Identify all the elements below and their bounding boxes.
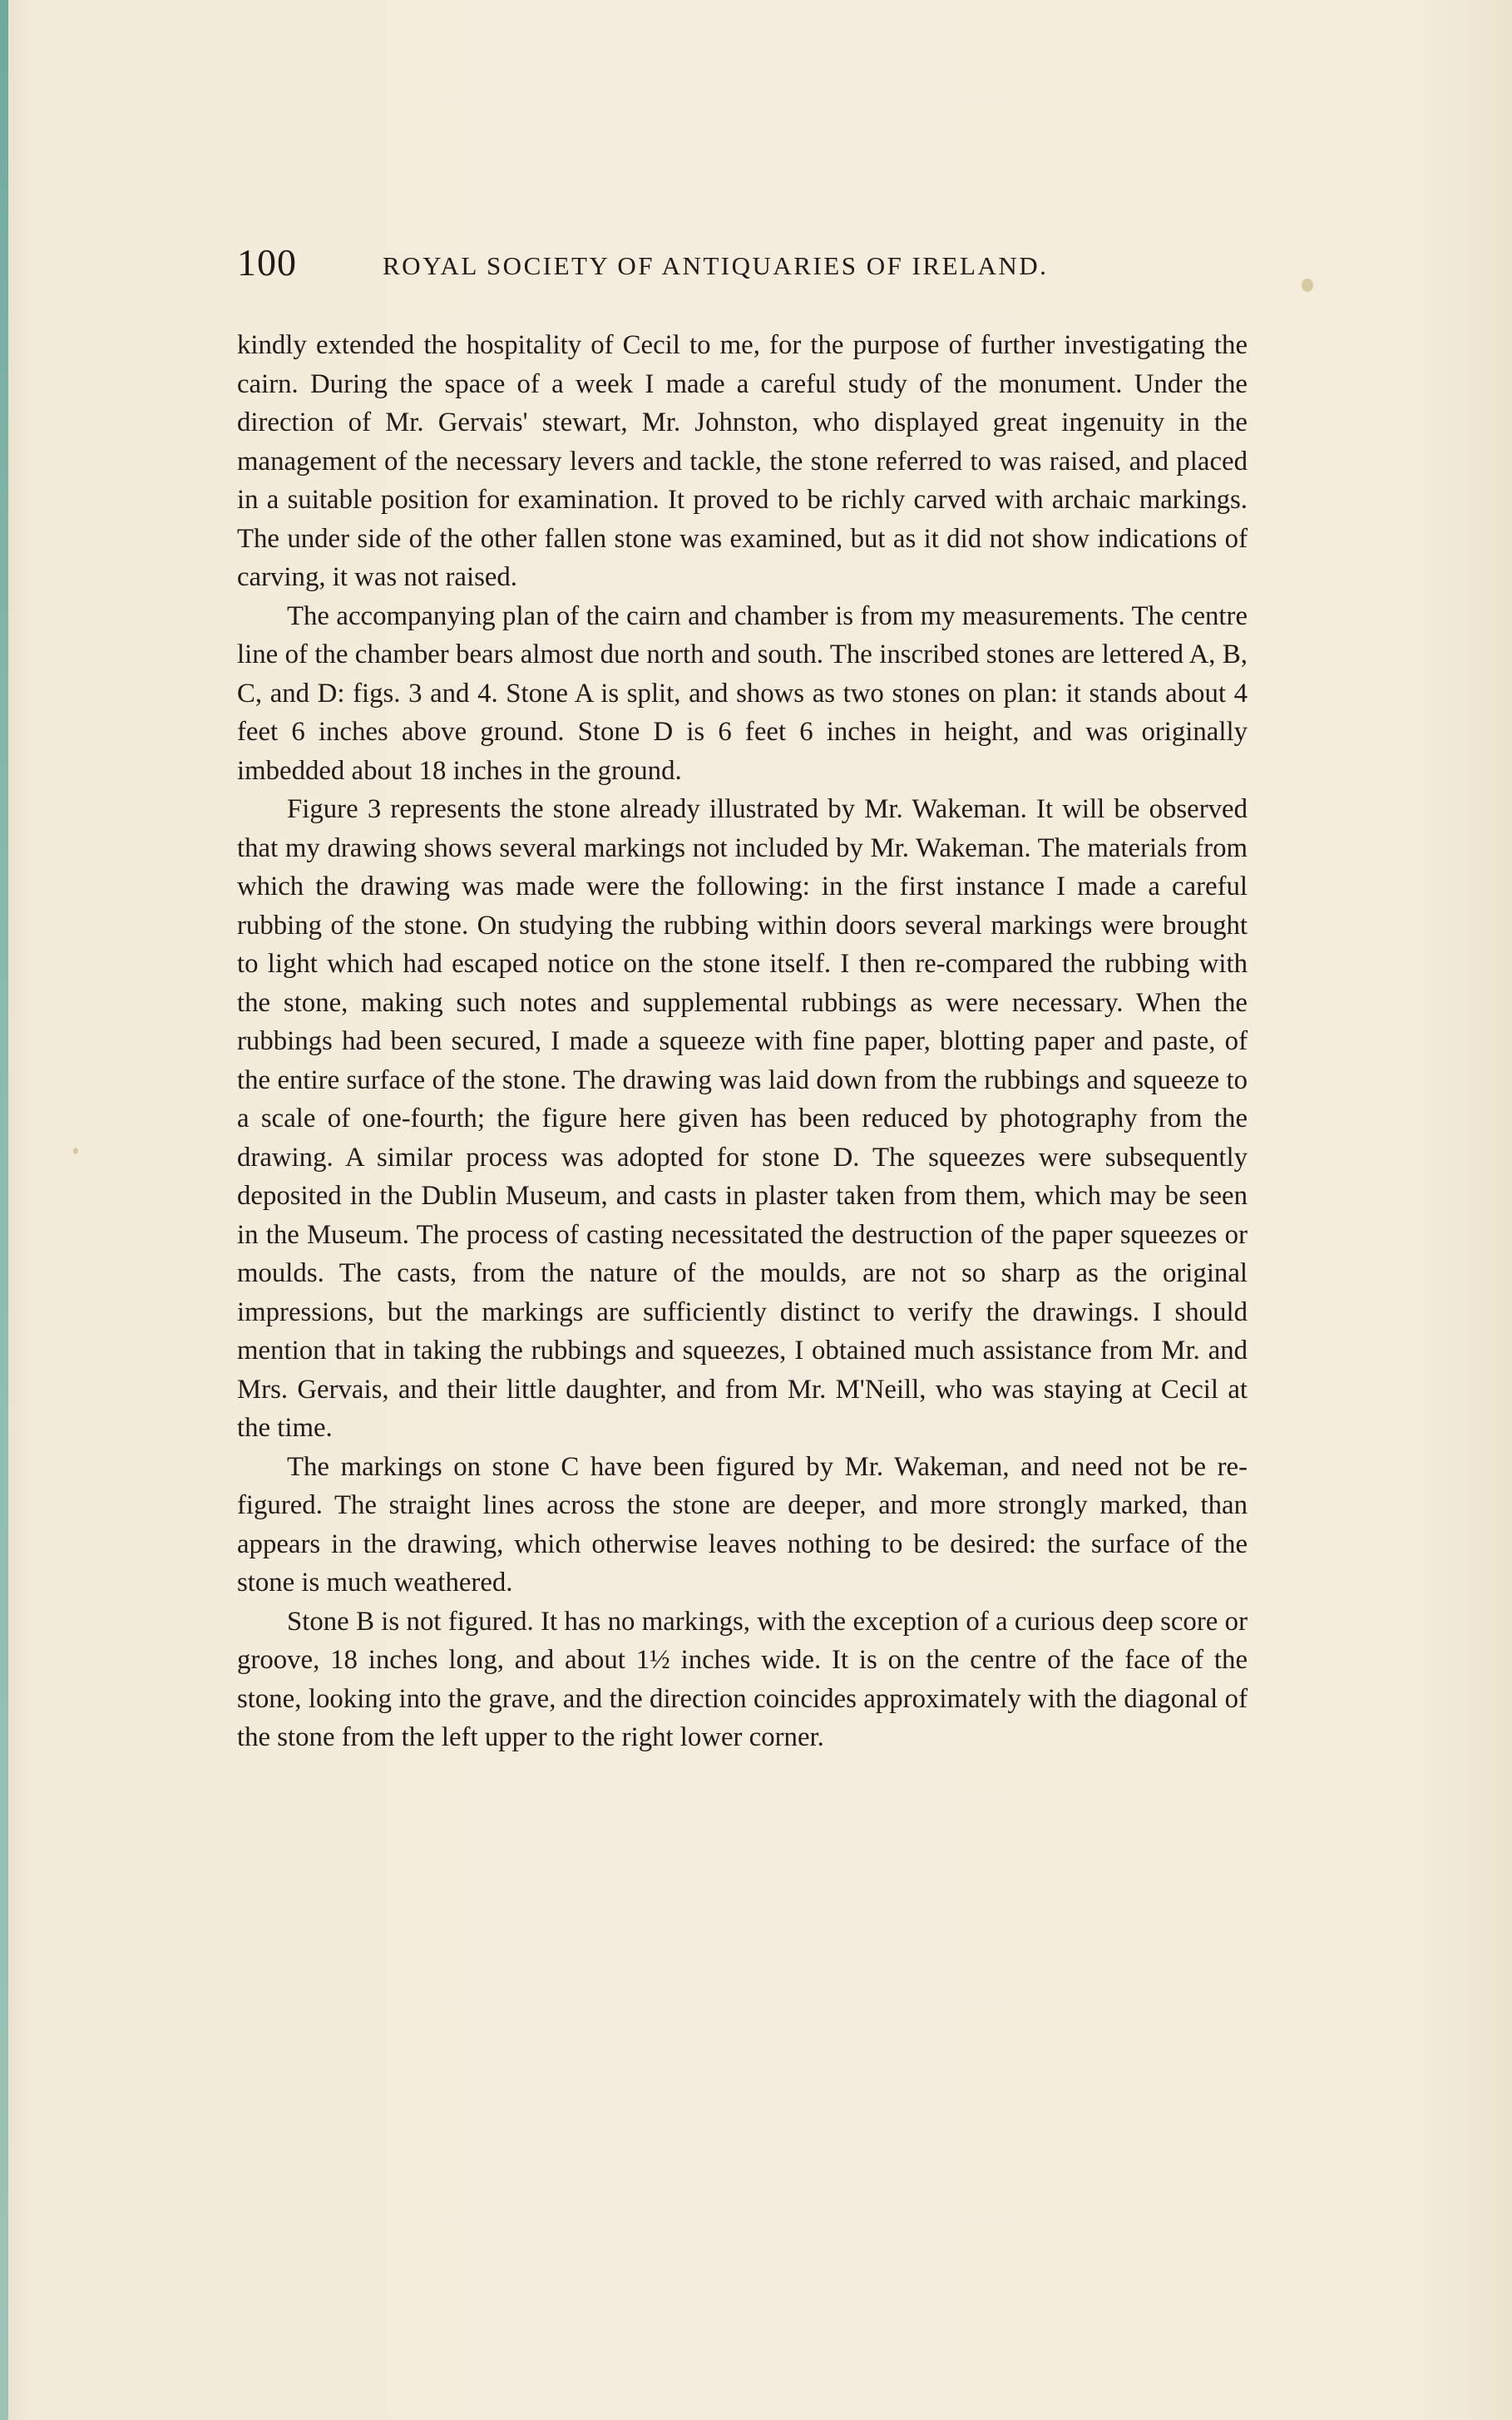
paper-speck bbox=[73, 1148, 78, 1154]
page-header bbox=[237, 241, 1164, 291]
paragraph-1: kindly extended the hospitality of Cecil to me, for the purpose of further investigating the cairn. During the space of a week I made a careful study of the monument. Under the direction of Mr. Gervais' stewart, Mr. Johnston, who displayed great ingenuity in the management of the necessary levers and tackle, the stone referred to was raised, and placed in a suitable position for examination. It proved to be richly carved with archaic markings. The under side of the other fallen stone was examined, but as it did not show indications of carving, it was not raised. bbox=[237, 330, 1248, 592]
paragraph-3: Figure 3 represents the stone already illustrated by Mr. Wakeman. It will be observed that my drawing shows several markings not included by Mr. Wakeman. The materials from which the drawing was made were the following: in the first instance I made a careful rubbing of the stone. On studying the rubbing within doors several markings were brought to light which had escaped notice on the stone itself. I then re-compared the rubbing with the stone, making such notes and supplemental rubbings as were necessary. When the rubbings had been secured, I made a squeeze with fine paper, blotting paper and paste, of the entire surface of the stone. The drawing was laid down from the rubbings and squeeze to a scale of one-fourth; the figure here given has been reduced by photography from the drawing. A similar process was adopted for stone D. The squeezes were subsequently deposited in the Dublin Museum, and casts in plaster taken from them, which may be seen in the Museum. The process of casting necessitated the destruction of the paper squeezes or moulds. The casts, from the nature of the moulds, are not so sharp as the original impressions, but the markings are sufficiently distinct to verify the drawings. I should mention that in taking the rubbings and squeezes, I obtained much assistance from Mr. and Mrs. Gervais, and their little daughter, and from Mr. M'Neill, who was staying at Cecil at the time. bbox=[237, 794, 1248, 1443]
paragraph-4: The markings on stone C have been figured by Mr. Wakeman, and need not be re-figured. The straight lines across the stone are deeper, and more strongly marked, than appears in the drawing, which otherwise leaves nothing to be desired: the surface of the stone is much weathered. bbox=[237, 1451, 1248, 1598]
page-edge bbox=[0, 0, 8, 2420]
body-text bbox=[237, 326, 1248, 1757]
page-number: 100 bbox=[237, 241, 297, 284]
paper-speck bbox=[1302, 279, 1313, 292]
running-head: ROYAL SOCIETY OF ANTIQUARIES OF IRELAND. bbox=[383, 251, 1049, 280]
paragraph-5: Stone B is not figured. It has no markings, with the exception of a curious deep score or groove, 18 inches long, and about 1½ inches wide. It is on the centre of the face of the stone, looking into the grave, and the direction coincides approximately with the diagonal of the stone from the left upper to the right lower corner. bbox=[237, 1606, 1248, 1752]
paragraph-2: The accompanying plan of the cairn and chamber is from my measurements. The centre line of the chamber bears almost due north and south. The inscribed stones are lettered A, B, C, and D: figs. 3 and 4. Stone A is split, and shows as two stones on plan: it stands about 4 feet 6 inches above ground. Stone D is 6 feet 6 inches in height, and was originally imbedded about 18 inches in the ground. bbox=[237, 600, 1248, 786]
